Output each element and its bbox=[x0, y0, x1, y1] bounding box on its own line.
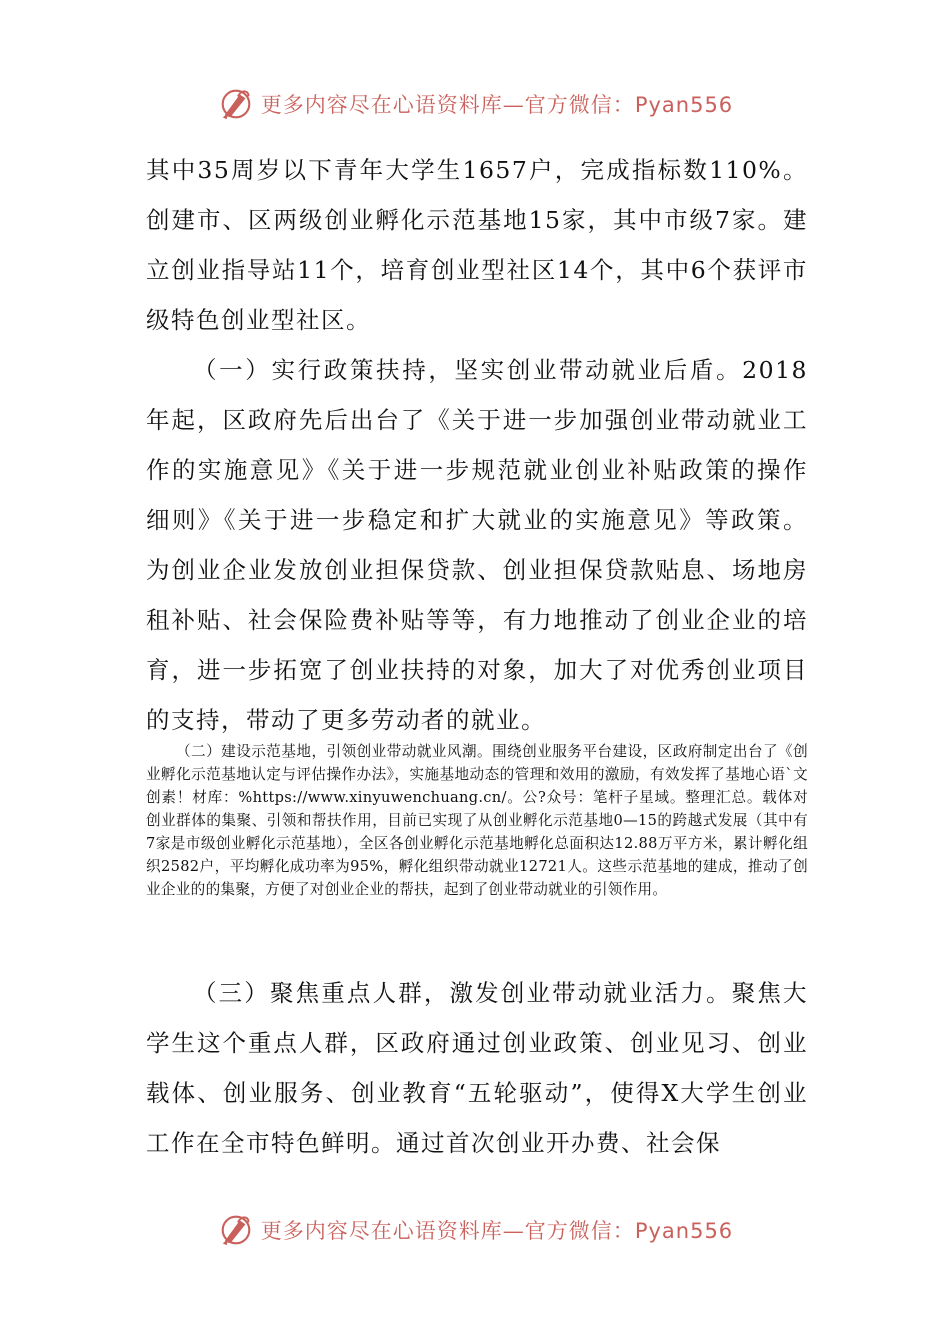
watermark-text bbox=[261, 1215, 733, 1245]
pen-nib-logo-icon bbox=[217, 1211, 255, 1249]
watermark-wechat-id: Pyan556 bbox=[634, 1219, 734, 1243]
watermark-wechat-id: Pyan556 bbox=[634, 93, 734, 117]
paragraph-policy-support: （一）实行政策扶持，坚实创业带动就业后盾。2018年起，区政府先后出台了《关于进一步加强创业带动就业工作的实施意见》《关于进一步规范就业创业补贴政策的操作细则》《关于进一步稳定和扩大就业的实施意见》等政策。为创业企业发放创业担保贷款、创业担保贷款贴息、场地房租补贴、社会保险费补贴等等，有力地推动了创业企业的培育，进一步拓宽了创业扶持的对象，加大了对优秀创业项目的支持，带动了更多劳动者的就业。 bbox=[146, 356, 808, 734]
paragraph-stats: 其中35周岁以下青年大学生1657户，完成指标数110%。创建市、区两级创业孵化示范基地15家，其中市级7家。建立创业指导站11个，培育创业型社区14个，其中6个获评市级特色创业型社区。 bbox=[146, 156, 808, 334]
paragraph-demonstration-base: （二）建设示范基地，引领创业带动就业风潮。围绕创业服务平台建设，区政府制定出台了《创业孵化示范基地认定与评估操作办法》，实施基地动态的管理和效用的激励，有效发挥了基地心语`文创素！材库：%https://www.xinyuwenchuang.cn/。公?众号：笔杆子星域。整理汇总。载体对创业群体的集聚、引领和帮扶作用，目前已实现了从创业孵化示范基地0—15的跨越式发展（其中有7家是市级创业孵化示范基地），全区各创业孵化示范基地孵化总面积达12.88万平方米，累计孵化组织2582户，平均孵化成功率为95%，孵化组织带动就业12721人。这些示范基地的建成，推动了创业企业的的集聚，方便了对创业企业的帮扶，起到了创业带动就业的引领作用。 bbox=[146, 743, 808, 898]
watermark-text-cn: 更多内容尽在心语资料库—官方微信： bbox=[260, 1219, 635, 1243]
watermark-banner-top bbox=[0, 82, 950, 126]
paragraph-block-2 bbox=[146, 740, 808, 901]
watermark-text bbox=[261, 89, 733, 119]
paragraph-block-3 bbox=[146, 968, 808, 1168]
watermark-text-cn: 更多内容尽在心语资料库—官方微信： bbox=[260, 93, 635, 117]
pen-nib-logo-icon bbox=[217, 85, 255, 123]
watermark-banner-bottom bbox=[0, 1208, 950, 1252]
paragraph-block-1 bbox=[146, 145, 808, 745]
paragraph-key-groups: （三）聚焦重点人群，激发创业带动就业活力。聚焦大学生这个重点人群，区政府通过创业政策、创业见习、创业载体、创业服务、创业教育“五轮驱动”，使得X大学生创业工作在全市特色鲜明。通过首次创业开办费、社会保 bbox=[146, 979, 808, 1157]
